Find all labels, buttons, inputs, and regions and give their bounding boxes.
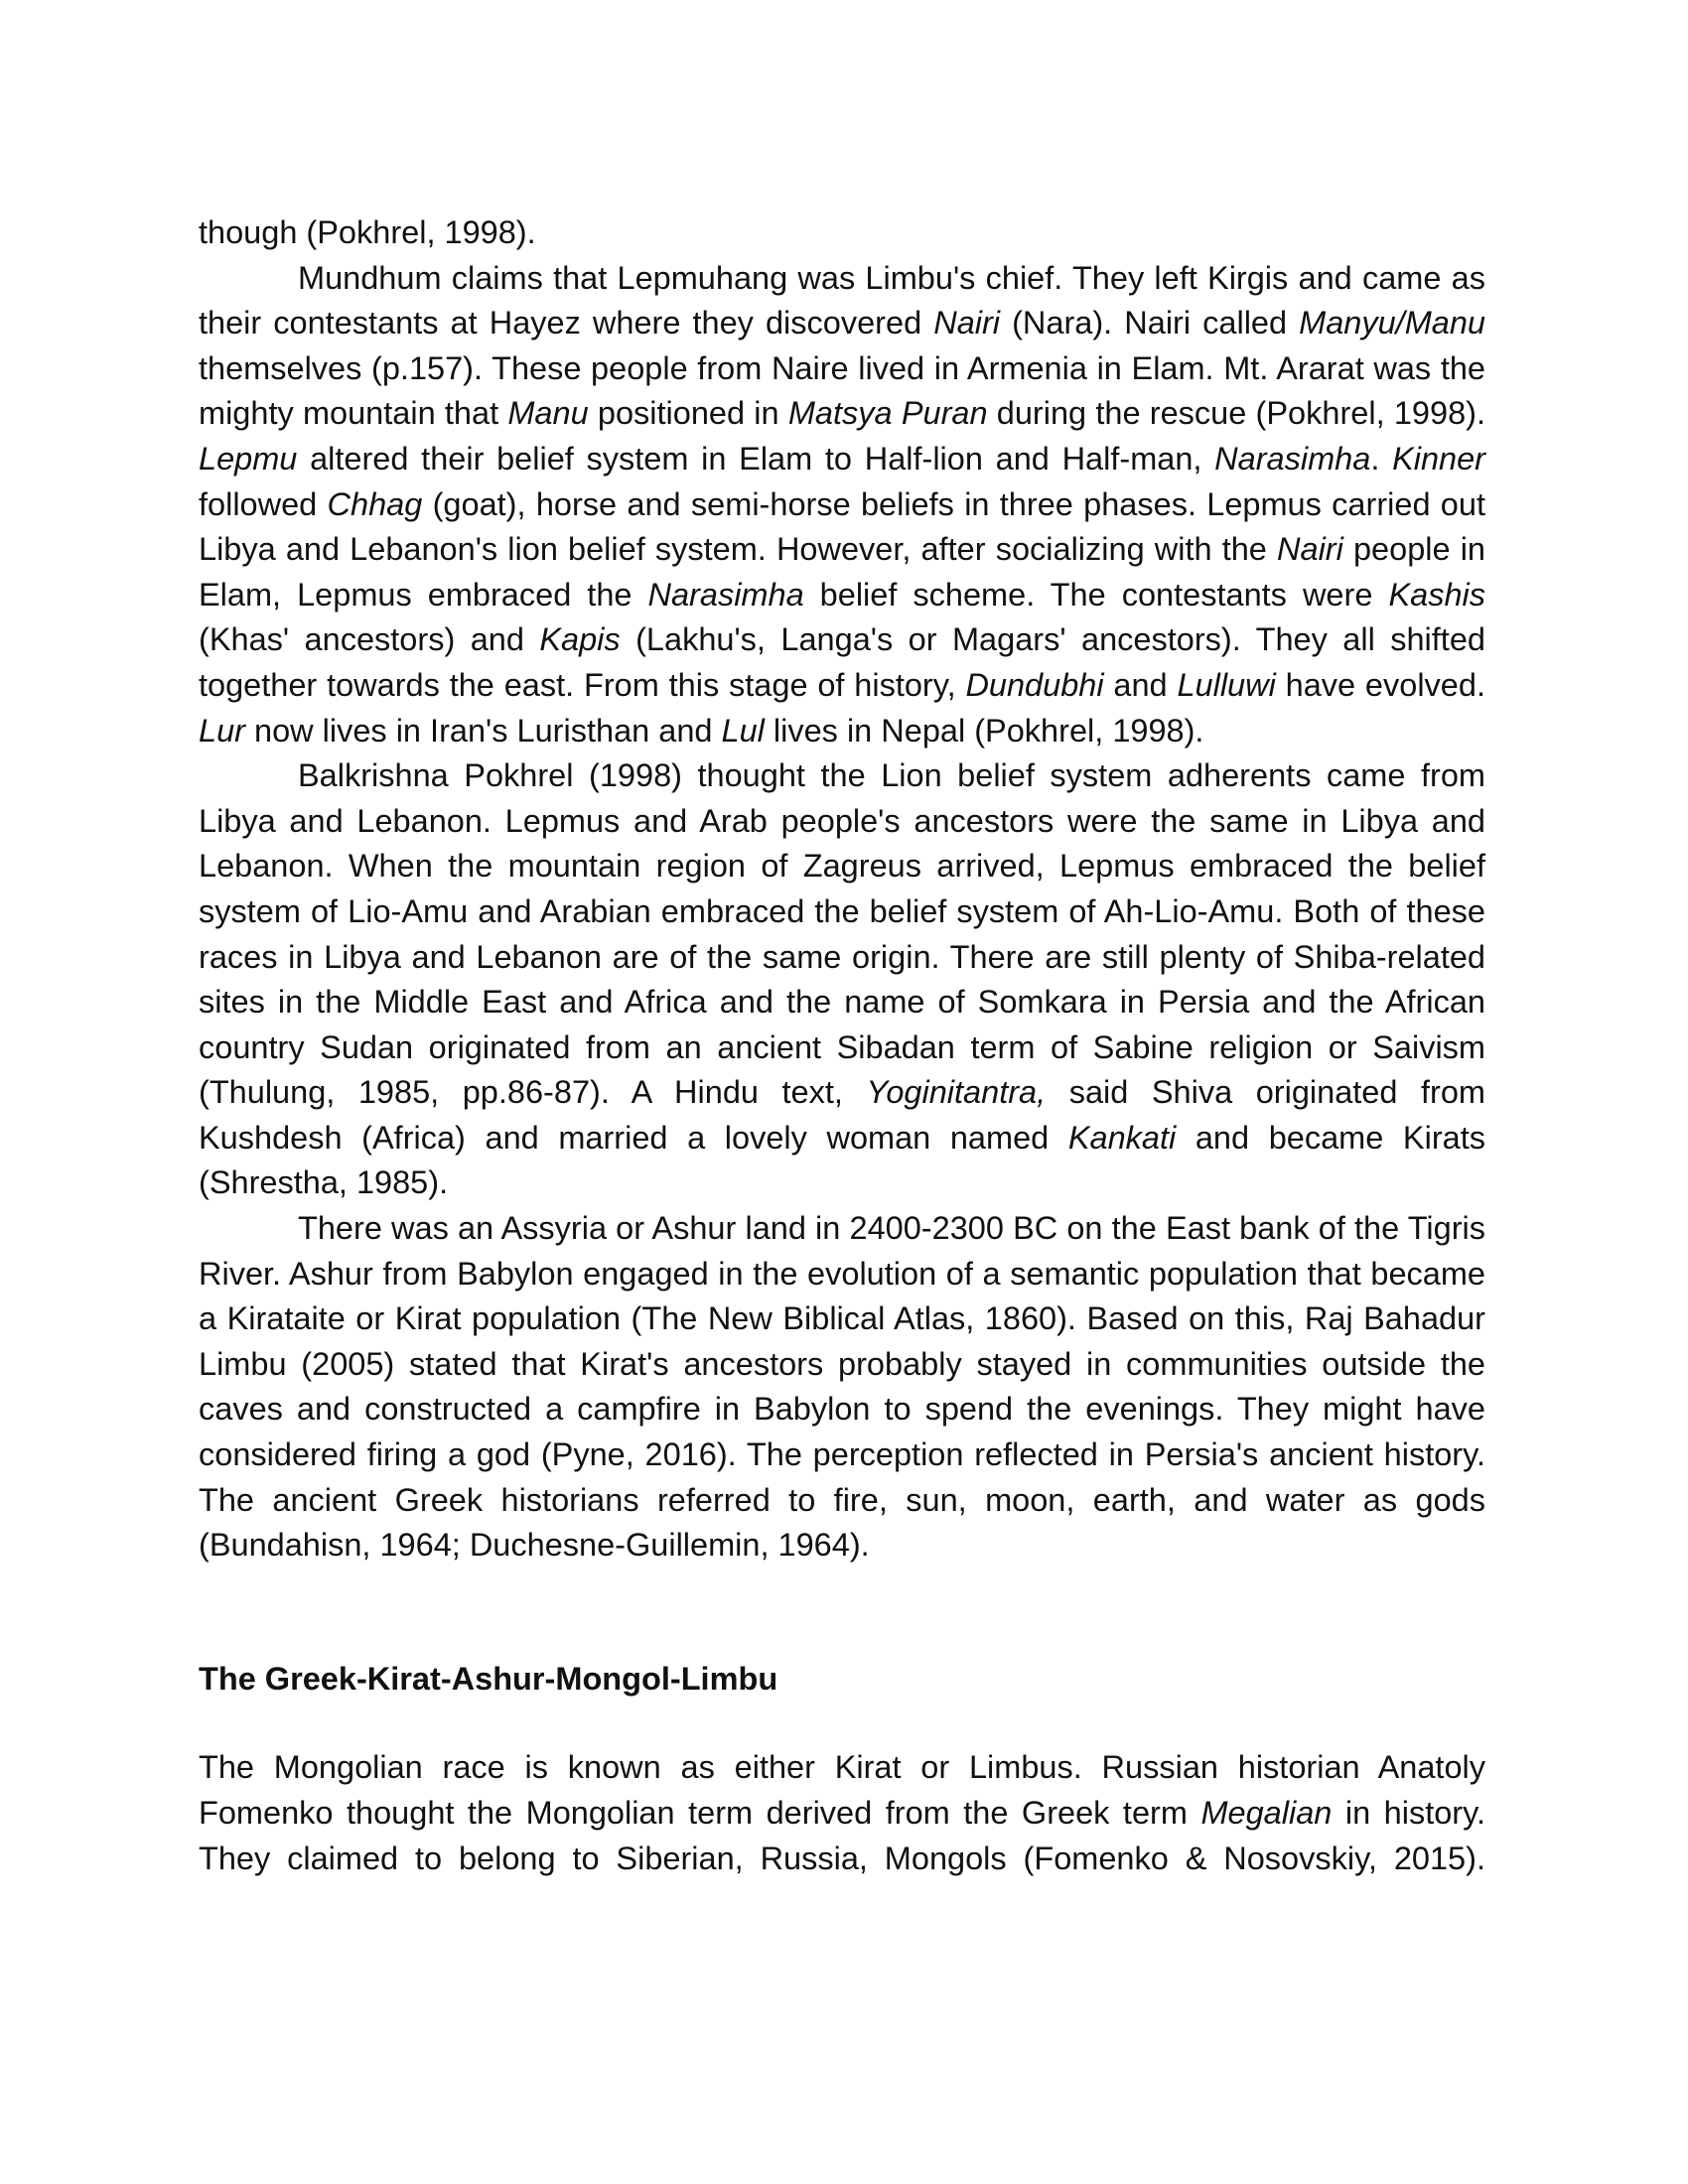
italic-term: Lul (721, 712, 765, 749)
italic-term: Lur (199, 712, 245, 749)
text-run: positioned in (588, 395, 788, 432)
italic-term: Matsya Puran (787, 395, 988, 432)
text-run: (Nara). Nairi called (1000, 305, 1300, 341)
italic-term: Narasimha (1214, 440, 1371, 477)
italic-term: Lulluwi (1177, 666, 1276, 703)
text-run: (goat), horse and semi-horse beliefs in three phases. Lepmus carried out Libya and Lebanon's lion belief system. However, after socializing with the (199, 485, 1485, 568)
paragraph-assyria (199, 1206, 1485, 1569)
italic-term: Narasimha (647, 576, 804, 613)
paragraph-balkrishna (199, 753, 1485, 1206)
text-run: Mundhum claims that Lepmuhang was Limbu's chief. They left Kirgis and came as their contestants at Hayez where they discovered (199, 259, 1485, 341)
text-run: have evolved. (1275, 666, 1485, 703)
text-run: altered their belief system in Elam to Half-lion and Half-man, (297, 440, 1215, 477)
italic-term: Dundubhi (965, 666, 1104, 703)
text-run: Balkrishna Pokhrel (1998) thought the Lion belief system adherents came from Libya and Lebanon. Lepmus and Arab people's ancestors were the same in Libya and Lebanon. When the mountain region of Zagreus arrived, Lepmus embraced the belief system of Lio-Amu and Arabian embraced the belief system of Ah-Lio-Amu. Both of these races in Libya and Lebanon are of the same origin. There are still plenty of Shiba-related sites in the Middle East and Africa and the name of Somkara in Persia and the African country Sudan originated from an ancient Sibadan term of Sabine religion or Saivism (Thulung, 1985, pp.86-87). A Hindu text, (199, 757, 1485, 1111)
italic-term: Kinner (1392, 440, 1486, 477)
italic-term: Kapis (539, 621, 621, 658)
text-run: lives in Nepal (Pokhrel, 1998). (764, 712, 1204, 749)
text-run: (Khas' ancestors) and (199, 621, 540, 658)
text-run: during the rescue (Pokhrel, 1998). (987, 395, 1485, 432)
italic-term: Yoginitantra, (866, 1074, 1047, 1111)
paragraph-mongolian (199, 1745, 1485, 1881)
italic-term: Megalian (1200, 1795, 1333, 1831)
italic-term: Manyu/Manu (1299, 305, 1485, 341)
text-run: in history. They claimed to belong to Siberian, Russia, Mongols (Fomenko & Nosovskiy, 2015). (199, 1795, 1486, 1876)
text-run: followed (199, 485, 328, 522)
text-run: and became Kirats (Shrestha, 1985). (199, 1119, 1485, 1201)
text-run: though (Pokhrel, 1998). (199, 214, 536, 250)
text-run: said Shiva originated from Kushdesh (Africa) and married a lovely woman named (199, 1074, 1485, 1156)
italic-term: Nairi (1277, 531, 1343, 568)
text-run: There was an Assyria or Ashur land in 2400-2300 BC on the East bank of the Tigris River. Ashur from Babylon engaged in the evolution of a semantic population that became a Kirataite or Kirat population (The New Biblical Atlas, 1860). Based on this, Raj Bahadur Limbu (2005) stated that Kirat's ancestors probably stayed in communities outside the caves and constructed a campfire in Babylon to spend the evenings. They might have considered firing a god (Pyne, 2016). The perception reflected in Persia's ancient history. The ancient Greek historians referred to fire, sun, moon, earth, and water as gods (Bundahisn, 1964; Duchesne-Guillemin, 1964). (199, 1210, 1485, 1564)
text-run: belief scheme. The contestants were (803, 576, 1389, 613)
text-run: . (1370, 440, 1393, 477)
text-run: themselves (p.157). These people from Naire lived in Armenia in Elam. Mt. Ararat was the mighty mountain that (199, 349, 1485, 432)
italic-term: Chhag (327, 485, 423, 522)
italic-term: Kashis (1388, 576, 1485, 613)
italic-term: Manu (507, 395, 589, 432)
paragraph-mundhum (199, 256, 1485, 754)
text-run: people in Elam, Lepmus embraced the (199, 531, 1486, 613)
paragraph-continuation (199, 210, 1485, 256)
text-run: The Mongolian race is known as either Kirat or Limbus. Russian historian Anatoly Fomenko thought the Mongolian term derived from the Greek term (199, 1749, 1485, 1831)
document-page (199, 210, 1485, 1881)
italic-term: Lepmu (199, 440, 298, 477)
text-run: and (1103, 666, 1178, 703)
text-run: (Lakhu's, Langa's or Magars' ancestors). They all shifted together towards the east. From this stage of history, (199, 621, 1485, 703)
section-heading: The Greek-Kirat-Ashur-Mongol-Limbu (199, 1660, 778, 1697)
italic-term: Kankati (1067, 1119, 1177, 1156)
italic-term: Nairi (933, 305, 1001, 341)
text-run: now lives in Iran's Luristhan and (244, 712, 722, 749)
